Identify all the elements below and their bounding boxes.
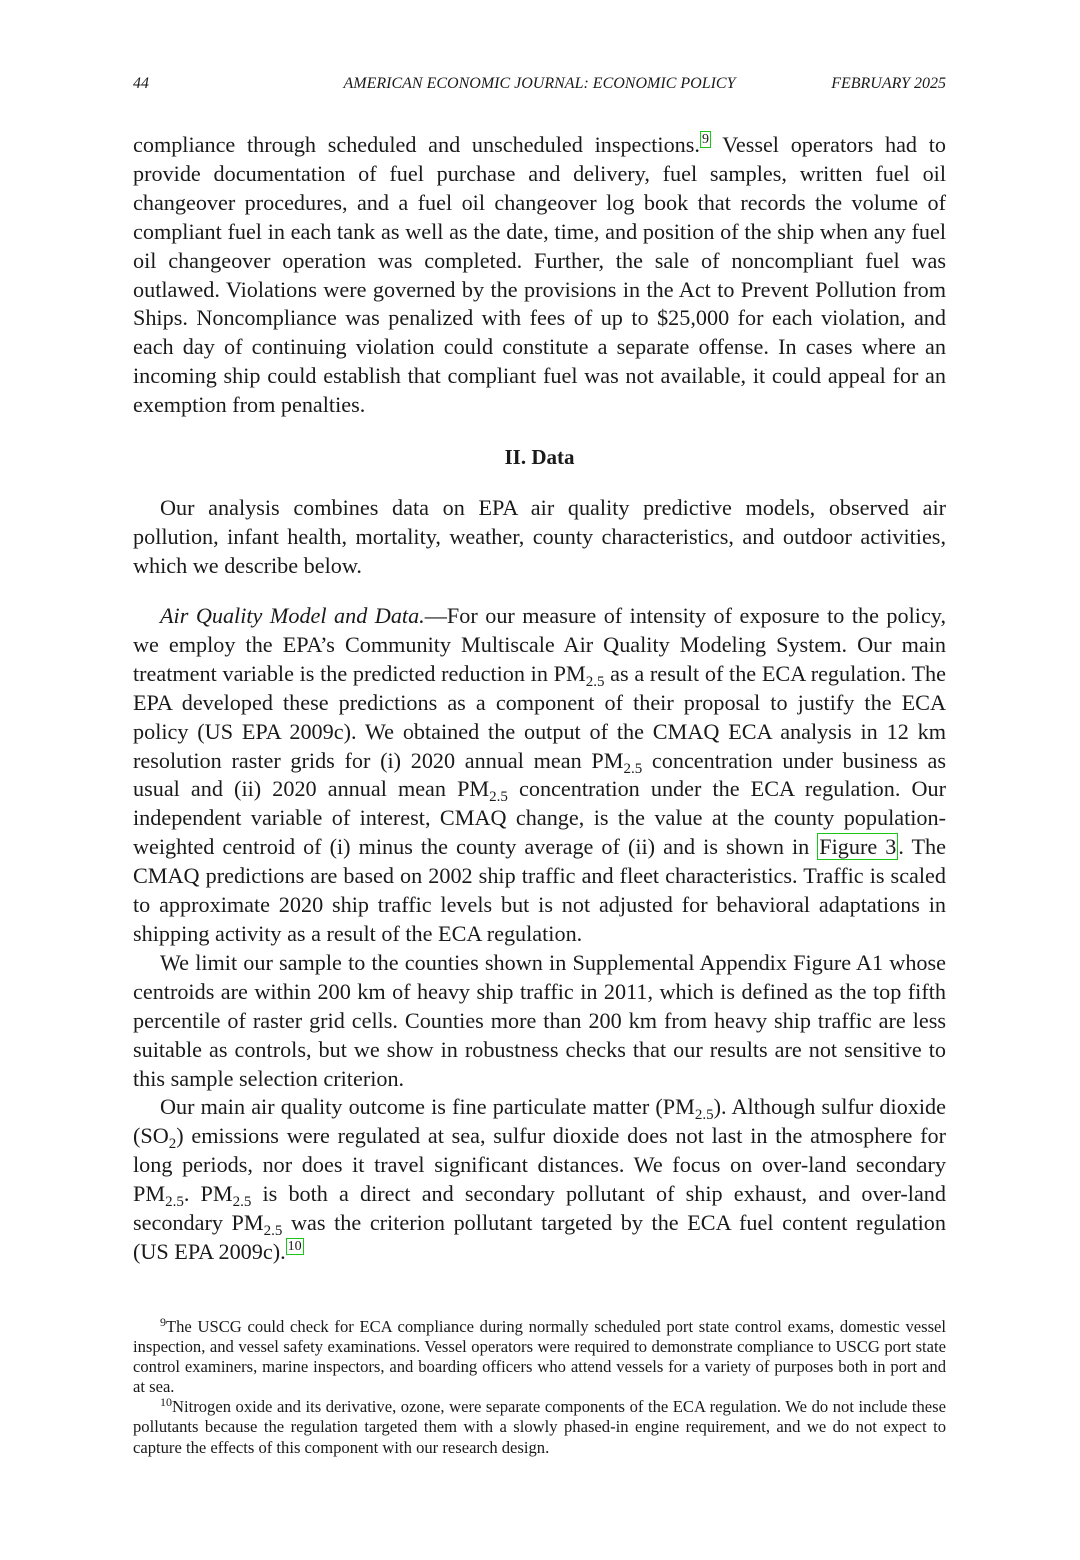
journal-page [133,0,946,1560]
journal-title: AMERICAN ECONOMIC JOURNAL: ECONOMIC POLICY [343,75,736,92]
figure-3-link[interactable]: Figure 3 [819,834,897,860]
intro-text-start: compliance through scheduled and unscheduled inspections. [133,132,700,157]
footnote-text: Nitrogen oxide and its derivative, ozone, were separate components of the ECA regulation. We do not include these pollutants because the regulation targeted them with a slowly phased-in engine requirement, and we do not expect to capture the effects of this component with our research design. [133,1397,946,1457]
footnotes [133,1317,946,1458]
intro-paragraph [133,131,946,420]
air-quality-model-paragraph: Air Quality Model and Data.—For our measure of intensity of exposure to the policy, we employ the EPA’s Community Multiscale Air Quality Modeling System. Our main treatment variable is the predicted reduction in $PM_{2.5}$ as a result of the ECA regulation. The EPA developed these predictions as a component of their proposal to justify the ECA policy (US EPA 2009c). We obtained the output of the CMAQ ECA analysis in 12 km resolution raster grids for (i) 2020 annual mean $PM_{2.5}$ concentration under business as usual and (ii) 2020 annual mean $PM_{2.5}$ concentration under the ECA regulation. Our independent variable of interest, CMAQ change, is the value at the county population-weighted centroid of (i) minus the county average of (ii) and is shown in Figure 3. The CMAQ predictions are based on 2002 ship traffic and fleet characteristics. Traffic is scaled to approximate 2020 ship traffic levels but is not adjusted for behavioral adaptations in shipping activity as a result of the ECA regulation. [133,603,947,946]
issue-date: FEBRUARY 2025 [831,75,946,92]
page-number: 44 [133,75,149,92]
outcome-paragraph: Our main air quality outcome is fine particulate matter $(PM_{2.5})$. Although sulfur dioxide $(SO_2)$ emissions were regulated at sea, sulfur dioxide does not last in the atmosphere for long periods, nor does it travel significant distances. We focus on over-land secondary $PM_{2.5}$. $PM_{2.5}$ is both a direct and secondary pollutant of ship exhaust, and over-land secondary $PM_{2.5}$ was the criterion pollutant targeted by the ECA fuel content regulation (US EPA 2009c). $^{10}$ [133,1094,946,1264]
footnote-number: 9 [160,1315,166,1329]
data-paragraphs [133,602,946,1267]
running-head [133,75,946,97]
subsection-title: Air Quality Model and Data. [160,603,425,628]
overview-text: Our analysis combines data on EPA air quality predictive models, observed air pollution, infant health, mortality, weather, county characteristics, and outdoor activities, which we describe below. [133,495,946,578]
intro-text-rest: Vessel operators had to provide documentation of fuel purchase and delivery, fuel samples, written fuel oil changeover procedures, and a fuel oil changeover log book that records the volume of compliant fuel in each tank as well as the date, time, and position of the ship when any fuel oil changeover operation was completed. Further, the sale of noncompliant fuel was outlawed. Violations were governed by the provisions in the Act to Prevent Pollution from Ships. Noncompliance was penalized with fees of up to $25,000 for each violation, and each day of continuing violation could constitute a separate offense. In cases where an incoming ship could establish that compliant fuel was not available, it could appeal for an exemption from penalties. [133,132,946,418]
footnote-number: 10 [160,1395,172,1410]
footnote [133,1397,946,1457]
footnote-9-link[interactable]: 9 [701,132,709,147]
footnote-text: The USCG could check for ECA compliance during normally scheduled port state control exams, domestic vessel inspection, and vessel safety examinations. Vessel operators were required to demonstrate compliance to USCG port state control examiners, marine inspectors, and boarding officers who attend vessels for a variety of purposes both in port and at sea. [133,1317,946,1397]
footnote [133,1317,946,1397]
section-heading: II. Data [504,445,575,469]
sample-paragraph: We limit our sample to the counties shown in Supplemental Appendix Figure A1 whose centroids are within 200 km of heavy ship traffic in 2011, which is defined as the top fifth percentile of raster grid cells. Counties more than 200 km from heavy ship traffic are less suitable as controls, but we show in robustness checks that our results are not sensitive to this sample selection criterion. [133,949,946,1091]
overview-paragraph [133,494,946,581]
footnote-10-link[interactable]: 10 [287,1238,302,1254]
